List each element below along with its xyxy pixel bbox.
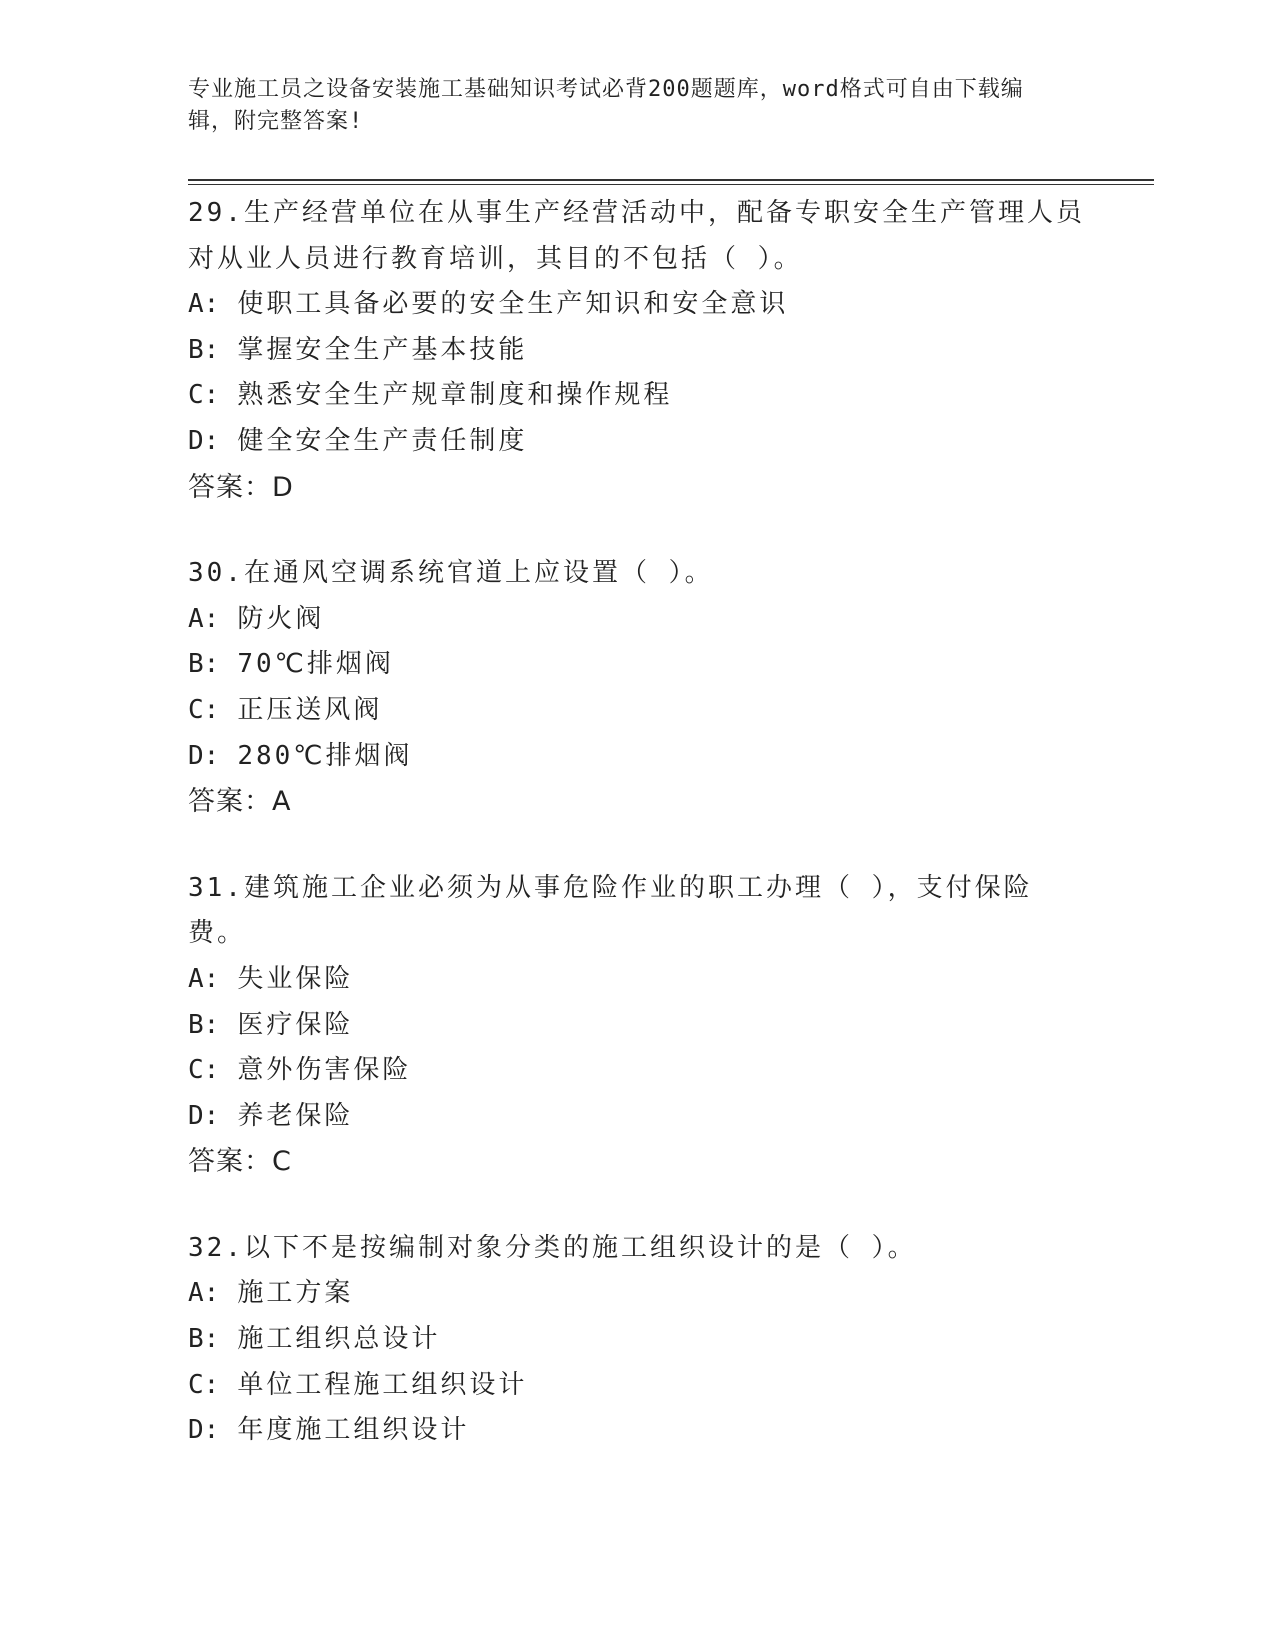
option-text: 意外伤害保险 [237, 1055, 412, 1086]
option-c [188, 1048, 1088, 1094]
option-text: 正压送风阀 [237, 694, 383, 725]
option-c [188, 373, 1088, 419]
option-label: C: [188, 1369, 220, 1400]
option-label: A: [188, 963, 220, 994]
option-a [188, 597, 1088, 643]
option-label: A: [188, 1278, 220, 1309]
question-text [188, 866, 1088, 957]
option-d [188, 734, 1088, 780]
question-list [188, 191, 1088, 1495]
option-c [188, 688, 1088, 734]
option-text: 掌握安全生产基本技能 [237, 334, 528, 365]
option-text: 年度施工组织设计 [237, 1415, 470, 1446]
option-text: 280℃排烟阀 [237, 740, 413, 771]
option-text: 养老保险 [237, 1100, 354, 1131]
question-29 [188, 191, 1088, 510]
option-label: D: [188, 1415, 220, 1446]
option-a [188, 1271, 1088, 1317]
option-text: 施工组织总设计 [237, 1324, 441, 1355]
option-label: D: [188, 740, 220, 771]
option-label: B: [188, 649, 220, 680]
question-stem: 在通风空调系统官道上应设置（ ）。 [243, 558, 714, 589]
option-a [188, 957, 1088, 1003]
option-text: 失业保险 [237, 963, 354, 994]
option-a [188, 282, 1088, 328]
question-32 [188, 1226, 1088, 1454]
question-number: 32. [188, 1232, 244, 1263]
option-text: 熟悉安全生产规章制度和操作规程 [237, 380, 673, 411]
question-30 [188, 551, 1088, 825]
option-label: B: [188, 1009, 220, 1040]
option-label: B: [188, 334, 220, 365]
option-text: 防火阀 [237, 603, 325, 634]
option-b [188, 328, 1088, 374]
option-text: 70℃排烟阀 [237, 649, 394, 680]
answer: 答案：A [188, 786, 292, 818]
option-text: 医疗保险 [237, 1009, 354, 1040]
question-text [188, 191, 1088, 282]
option-label: A: [188, 603, 220, 634]
option-b [188, 1317, 1088, 1363]
option-label: B: [188, 1324, 220, 1355]
question-stem: 生产经营单位在从事生产经营活动中，配备专职安全生产管理人员对从业人员进行教育培训，其目的不包括（ ）。 [188, 198, 1085, 274]
option-label: C: [188, 694, 220, 725]
question-number: 31. [188, 872, 244, 903]
question-stem: 以下不是按编制对象分类的施工组织设计的是（ ）。 [243, 1232, 917, 1263]
option-b [188, 1003, 1088, 1049]
option-text: 使职工具备必要的安全生产知识和安全意识 [237, 289, 789, 320]
option-label: D: [188, 1100, 220, 1131]
header-rule-thin [188, 184, 1154, 185]
option-label: C: [188, 380, 220, 411]
option-label: C: [188, 1055, 220, 1086]
header-rule-thick [188, 179, 1154, 181]
option-d [188, 419, 1088, 465]
answer: 答案：C [188, 1146, 292, 1178]
option-label: A: [188, 289, 220, 320]
question-number: 30. [188, 558, 244, 589]
option-text: 施工方案 [237, 1278, 354, 1309]
question-stem: 建筑施工企业必须为从事危险作业的职工办理（ ），支付保险费。 [188, 872, 1033, 949]
option-text: 健全安全生产责任制度 [237, 425, 528, 456]
option-text: 单位工程施工组织设计 [237, 1369, 528, 1400]
question-31 [188, 866, 1088, 1185]
option-label: D: [188, 425, 220, 456]
option-b [188, 642, 1088, 688]
question-text [188, 1226, 1088, 1272]
answer: 答案：D [188, 471, 294, 503]
option-d [188, 1408, 1088, 1454]
question-number: 29. [188, 198, 244, 228]
document-header: 专业施工员之设备安装施工基础知识考试必背200题题库，word格式可自由下载编辑，附完整答案! [188, 77, 1024, 134]
option-c [188, 1363, 1088, 1409]
question-text [188, 551, 1088, 597]
option-d [188, 1094, 1088, 1140]
